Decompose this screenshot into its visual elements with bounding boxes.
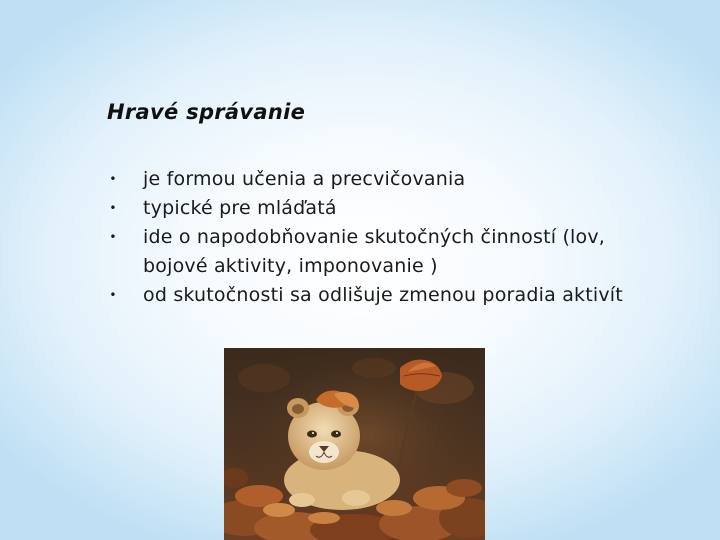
bullet-dot: • (109, 230, 117, 244)
bullet-item (107, 281, 647, 310)
bullet-text: je formou učenia a precvičovania (143, 168, 466, 190)
bullet-item (107, 194, 647, 223)
bullet-dot: • (109, 172, 117, 186)
slide-title: Hravé správanie (107, 100, 306, 124)
bullet-dot: • (109, 288, 117, 302)
lion-cub-photo (224, 348, 485, 540)
bullet-list (107, 165, 647, 310)
bullet-text: od skutočnosti sa odlišuje zmenou poradia aktivít (143, 284, 623, 306)
bullet-item (107, 223, 647, 281)
bullet-text: ide o napodobňovanie skutočných činností (lov, bojové aktivity, imponovanie ) (143, 226, 606, 277)
bullet-dot: • (109, 201, 117, 215)
bullet-item (107, 165, 647, 194)
bullet-text: typické pre mláďatá (143, 197, 337, 219)
